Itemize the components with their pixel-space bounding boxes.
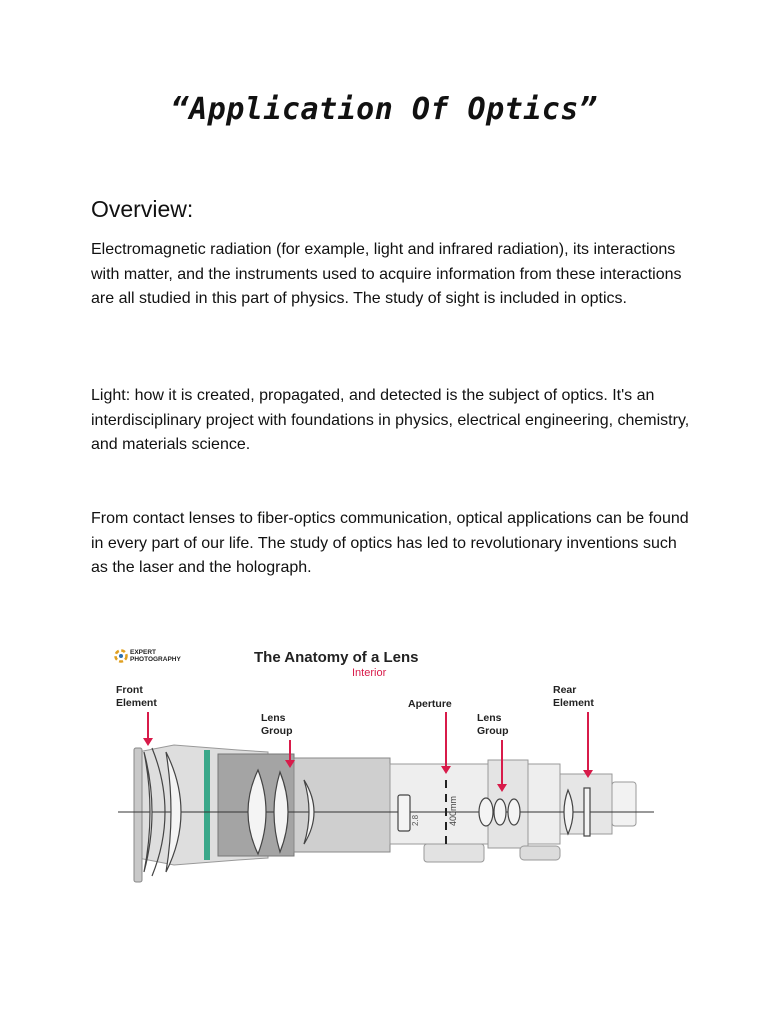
logo-line-1: EXPERT [130, 649, 157, 656]
logo-line-2: PHOTOGRAPHY [130, 656, 181, 663]
paragraph-2: Light: how it is created, propagated, and detected is the subject of optics. It's an interdisciplinary project with foundations in physics, electrical engineering, chemistry, and materials science. [91, 387, 690, 453]
expert-photography-logo [116, 649, 182, 663]
lens-anatomy-figure [108, 640, 664, 890]
barrel-lens [398, 795, 410, 831]
figure-title: The Anatomy of a Lens [254, 649, 419, 666]
lens-group-b-2 [494, 799, 506, 825]
lens-group-b-3 [508, 799, 520, 825]
logo-mark-icon [116, 651, 127, 662]
label-lens-group-b-2: Group [477, 725, 509, 737]
label-lens-group-b-1: Lens [477, 712, 502, 724]
paragraph-3: From contact lenses to fiber-optics communication, optical applications can be found in every part of our life. The study of optics has led to revolutionary inventions such as the laser and the holograph. [91, 510, 689, 576]
accent-ring [204, 750, 210, 860]
label-lens-group-a-2: Group [261, 725, 293, 737]
figure-subtitle: Interior [352, 667, 387, 679]
barrel-focal-marking: 400mm [448, 795, 458, 826]
label-rear-element-2: Element [553, 697, 594, 709]
barrel-scale-marking: 2.8 [411, 814, 420, 826]
label-front-element-1: Front [116, 684, 143, 696]
label-aperture: Aperture [408, 698, 452, 710]
lens-group-b-1 [479, 798, 493, 826]
paragraph-1: Electromagnetic radiation (for example, light and infrared radiation), its interactions with matter, and the instruments used to acquire information from these interactions are all studied in this part of physics. The study of sight is included in optics. [91, 241, 682, 307]
overview-heading: Overview: [91, 196, 194, 222]
label-lens-group-a-1: Lens [261, 712, 286, 724]
page-title: “Application Of Optics” [170, 92, 598, 127]
label-rear-element-1: Rear [553, 684, 577, 696]
lens-body [134, 745, 636, 882]
label-front-element-2: Element [116, 697, 157, 709]
lens-diagram [108, 640, 664, 890]
rear-element [584, 788, 590, 836]
